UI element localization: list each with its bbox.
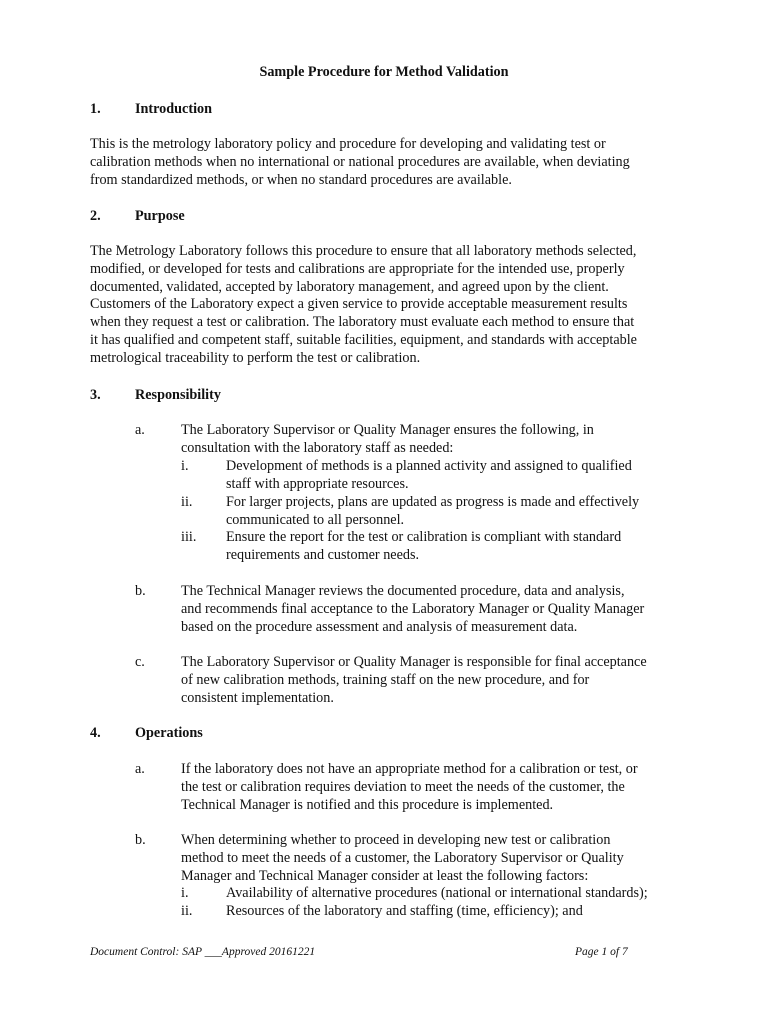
item-marker-4b: b. (135, 832, 146, 848)
section-3-number: 3. (90, 387, 101, 403)
section-1-number: 1. (90, 101, 101, 117)
paragraph-line: from standardized methods, or when no standard procedures are available. (90, 171, 512, 188)
paragraph-line: Resources of the laboratory and staffing (time, efficiency); and (226, 903, 583, 919)
item-text-3c (181, 654, 647, 707)
section-1-paragraph (90, 136, 690, 189)
item-text-4b (181, 832, 624, 885)
paragraph-line: When determining whether to proceed in developing new test or calibration (181, 832, 611, 848)
item-marker-3c: c. (135, 654, 145, 670)
item-text-3a (181, 422, 594, 458)
paragraph-line: when they request a test or calibration. The laboratory must evaluate each method to ensure that (90, 314, 635, 331)
subitem-text-4b-i (226, 885, 648, 903)
paragraph-line: Customers of the Laboratory expect a given service to provide acceptable measurement results (90, 296, 628, 313)
paragraph-line: the test or calibration requires deviation to meet the needs of the customer, the (181, 778, 625, 795)
paragraph-line: method to meet the needs of a customer, the Laboratory Supervisor or Quality (181, 849, 624, 866)
paragraph-line: Availability of alternative procedures (national or international standards); (226, 885, 648, 901)
footer-page-number: Page 1 of 7 (575, 946, 628, 958)
footer-document-control: Document Control: SAP ___Approved 20161221 (90, 946, 316, 958)
paragraph-line: consistent implementation. (181, 689, 334, 706)
subitem-text-4b-ii (226, 903, 583, 921)
paragraph-line: modified, or developed for tests and calibrations are appropriate for the intended use, properly (90, 260, 625, 277)
paragraph-line: The Laboratory Supervisor or Quality Manager is responsible for final acceptance (181, 654, 647, 670)
subitem-text-3a-iii (226, 529, 621, 565)
section-3-heading: Responsibility (135, 387, 221, 403)
section-4-heading: Operations (135, 725, 203, 741)
subitem-marker-4b-i: i. (181, 885, 189, 901)
paragraph-line: consultation with the laboratory staff as needed: (181, 439, 454, 456)
paragraph-line: The Metrology Laboratory follows this procedure to ensure that all laboratory methods selected, (90, 243, 637, 259)
paragraph-line: metrological traceability to perform the test or calibration. (90, 349, 421, 366)
footer-divider (90, 938, 680, 939)
paragraph-line: staff with appropriate resources. (226, 475, 409, 492)
paragraph-line: Technical Manager is notified and this procedure is implemented. (181, 796, 554, 813)
paragraph-line: Development of methods is a planned activity and assigned to qualified (226, 458, 632, 474)
section-4-number: 4. (90, 725, 101, 741)
subitem-marker-4b-ii: ii. (181, 903, 193, 919)
paragraph-line: If the laboratory does not have an appropriate method for a calibration or test, or (181, 761, 638, 777)
document-title: Sample Procedure for Method Validation (259, 64, 509, 80)
paragraph-line: This is the metrology laboratory policy and procedure for developing and validating test or (90, 136, 606, 152)
item-text-4a (181, 761, 638, 814)
subitem-marker-3a-i: i. (181, 458, 189, 474)
section-2-number: 2. (90, 208, 101, 224)
item-marker-3a: a. (135, 422, 145, 438)
paragraph-line: of new calibration methods, training staff on the new procedure, and for (181, 671, 590, 688)
paragraph-line: communicated to all personnel. (226, 511, 405, 528)
item-marker-3b: b. (135, 583, 146, 599)
paragraph-line: it has qualified and competent staff, suitable facilities, equipment, and standards with acceptable (90, 331, 637, 348)
subitem-text-3a-i (226, 458, 632, 494)
section-2-paragraph (90, 243, 690, 368)
subitem-marker-3a-ii: ii. (181, 494, 193, 510)
paragraph-line: For larger projects, plans are updated as progress is made and effectively (226, 494, 640, 510)
section-1-heading: Introduction (135, 101, 212, 117)
paragraph-line: documented, validated, accepted by laboratory management, and agreed upon by the client. (90, 278, 609, 295)
section-2-heading: Purpose (135, 208, 185, 224)
paragraph-line: based on the procedure assessment and analysis of measurement data. (181, 618, 578, 635)
paragraph-line: Manager and Technical Manager consider at least the following factors: (181, 867, 589, 884)
paragraph-line: calibration methods when no international or national procedures are available, when deviating (90, 153, 630, 170)
paragraph-line: Ensure the report for the test or calibration is compliant with standard (226, 529, 622, 545)
subitem-text-3a-ii (226, 494, 639, 530)
item-marker-4a: a. (135, 761, 145, 777)
paragraph-line: and recommends final acceptance to the Laboratory Manager or Quality Manager (181, 600, 645, 617)
paragraph-line: requirements and customer needs. (226, 546, 420, 563)
subitem-marker-3a-iii: iii. (181, 529, 197, 545)
item-text-3b (181, 583, 644, 636)
paragraph-line: The Laboratory Supervisor or Quality Manager ensures the following, in (181, 422, 594, 438)
paragraph-line: The Technical Manager reviews the documented procedure, data and analysis, (181, 583, 625, 599)
